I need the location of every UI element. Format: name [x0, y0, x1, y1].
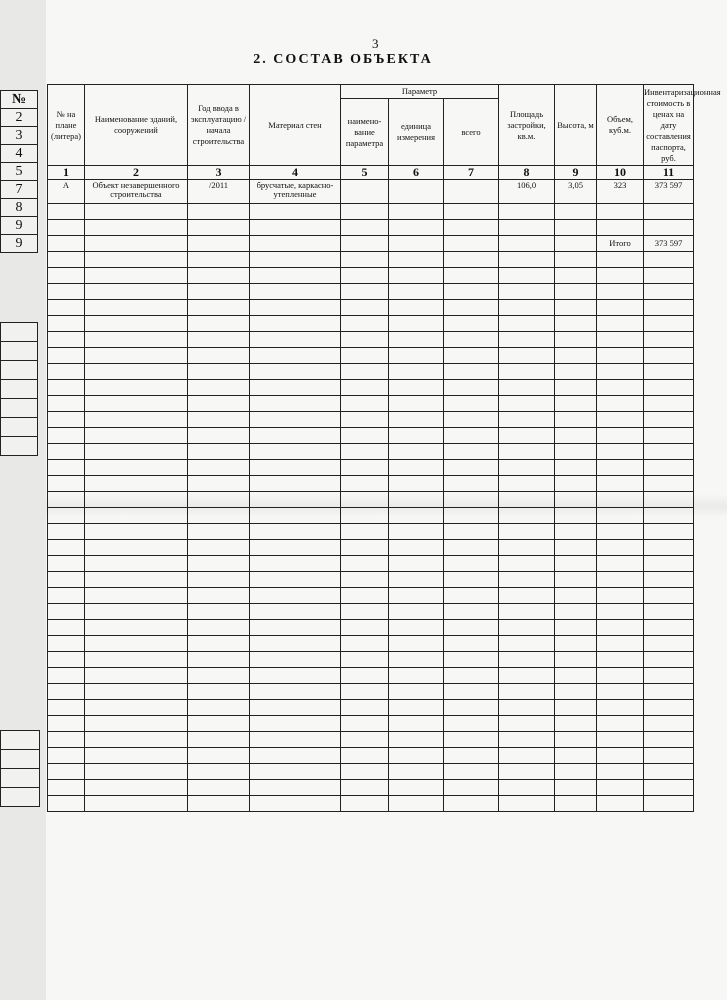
column-number: 4 — [250, 166, 341, 180]
empty-row — [48, 700, 694, 716]
empty-row — [48, 588, 694, 604]
table-row — [48, 204, 694, 220]
empty-row — [48, 780, 694, 796]
left-fragment-number: 4 — [1, 145, 38, 163]
empty-row — [48, 604, 694, 620]
cell-cost: 373 597 — [644, 180, 694, 204]
column-number: 3 — [188, 166, 250, 180]
empty-row — [48, 636, 694, 652]
empty-row — [48, 524, 694, 540]
column-number: 6 — [389, 166, 444, 180]
cell-name: Объект незавершенного строительства — [85, 180, 188, 204]
object-composition-table — [47, 84, 721, 812]
left-fragment-number: 5 — [1, 163, 38, 181]
left-fragment-number: 2 — [1, 109, 38, 127]
left-fragment-table — [0, 90, 38, 253]
cell-param-name — [341, 180, 389, 204]
left-fragment-grid — [0, 322, 38, 456]
column-number: 8 — [499, 166, 555, 180]
cell-height: 3,05 — [555, 180, 597, 204]
empty-row — [48, 668, 694, 684]
cell-volume: 323 — [597, 180, 644, 204]
empty-row — [48, 396, 694, 412]
empty-row — [48, 684, 694, 700]
column-number-row — [48, 166, 694, 180]
empty-row — [48, 412, 694, 428]
empty-row — [48, 540, 694, 556]
empty-row — [48, 460, 694, 476]
empty-row — [48, 476, 694, 492]
header-litera: № на плане (литера) — [48, 85, 85, 166]
page-title: 2. СОСТАВ ОБЪЕКТА — [253, 52, 433, 67]
header-material: Материал стен — [250, 85, 341, 166]
header-height: Высота, м — [555, 85, 597, 166]
column-number: 9 — [555, 166, 597, 180]
empty-row — [48, 348, 694, 364]
empty-row — [48, 300, 694, 316]
cell-param-unit — [389, 180, 444, 204]
empty-row — [48, 732, 694, 748]
empty-row — [48, 796, 694, 812]
column-number: 2 — [85, 166, 188, 180]
header-cost: Инвентаризационная стоимость в ценах на дату составления паспорта, руб. — [644, 85, 694, 166]
column-number: 5 — [341, 166, 389, 180]
table-row — [48, 180, 694, 204]
scan-smudge — [46, 494, 727, 518]
left-fragment-header: № — [1, 91, 38, 109]
empty-row — [48, 284, 694, 300]
total-label: Итого — [597, 236, 644, 252]
empty-row — [48, 252, 694, 268]
left-fragment-number: 8 — [1, 199, 38, 217]
header-param-name: наимено-вание параметра — [341, 99, 389, 166]
left-fragment-number: 9 — [1, 217, 38, 235]
cell-litera: А — [48, 180, 85, 204]
left-fragment-grid-lower — [0, 730, 40, 807]
empty-row — [48, 428, 694, 444]
empty-row — [48, 716, 694, 732]
empty-row — [48, 332, 694, 348]
left-fragment-number: 3 — [1, 127, 38, 145]
total-value: 373 597 — [644, 236, 694, 252]
empty-row — [48, 444, 694, 460]
empty-row — [48, 764, 694, 780]
page-number: 3 — [372, 36, 379, 51]
empty-row — [48, 652, 694, 668]
empty-row — [48, 620, 694, 636]
column-number: 11 — [644, 166, 694, 180]
header-name: Наименование зданий, сооружений — [85, 85, 188, 166]
header-param-unit: единица измерения — [389, 99, 444, 166]
column-number: 1 — [48, 166, 85, 180]
cell-year: /2011 — [188, 180, 250, 204]
left-fragment-number: 9 — [1, 235, 38, 253]
cell-area: 106,0 — [499, 180, 555, 204]
table-row — [48, 220, 694, 236]
header-volume: Объем, куб.м. — [597, 85, 644, 166]
header-area: Площадь застройки, кв.м. — [499, 85, 555, 166]
left-fragment-number: 7 — [1, 181, 38, 199]
total-row — [48, 236, 694, 252]
column-number: 10 — [597, 166, 644, 180]
header-param-total: всего — [444, 99, 499, 166]
cell-param-total — [444, 180, 499, 204]
empty-row — [48, 316, 694, 332]
empty-row — [48, 364, 694, 380]
header-year: Год ввода в эксплуатацию / начала строительства — [188, 85, 250, 166]
cell-material: брусчатые, каркасно-утепленные — [250, 180, 341, 204]
empty-row — [48, 572, 694, 588]
empty-row — [48, 380, 694, 396]
header-parameter-group: Параметр — [341, 85, 499, 99]
empty-row — [48, 268, 694, 284]
column-number: 7 — [444, 166, 499, 180]
empty-row — [48, 556, 694, 572]
empty-row — [48, 748, 694, 764]
